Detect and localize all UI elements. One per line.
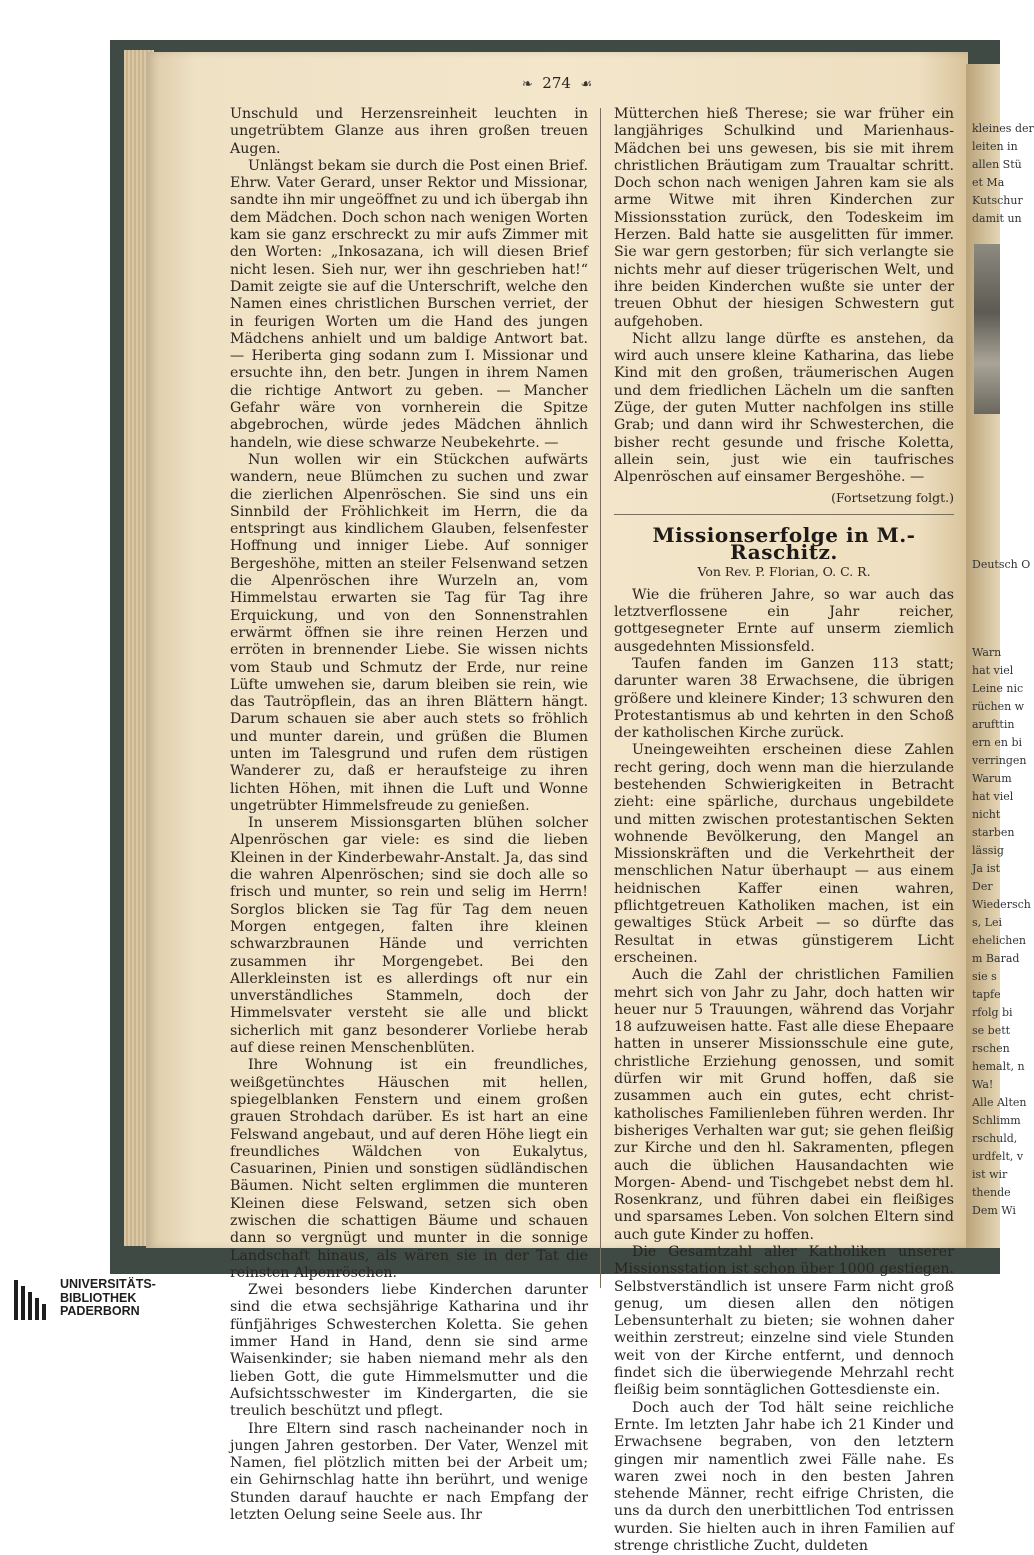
facing-page-text: se bett xyxy=(972,1024,1011,1037)
continuation-note: (Fortsetzung folgt.) xyxy=(831,489,954,505)
facing-page-text: Schlimm xyxy=(972,1114,1021,1127)
facing-page-text: m Barad xyxy=(972,952,1020,965)
facing-page-text: damit un xyxy=(972,212,1022,225)
paragraph: Unschuld und Herzensreinheit leuchten in ungetrübtem Glanze aus ihren großen treuen Augen. xyxy=(230,106,588,157)
article-title: Missionserfolge in M.-Raschitz. xyxy=(652,522,916,565)
facing-page-text: nicht xyxy=(972,808,1001,821)
paragraph: Nicht allzu lange dürfte es anstehen, da wird auch unsere kleine Katharina, das liebe Kind mit den großen, träumerischen Augen und dem friedlichen Lächeln um die sanften Züge, der guten Mutter nachfolgen ins stille Grab; und dann wird ihr Schwesterchen, die bisher recht gesunde und frische Koletta, allein sein, just wie ein taufrisches Alpenröschen auf einsamer Bergeshöhe. — xyxy=(614,330,954,486)
facing-page-text: hat viel xyxy=(972,664,1014,677)
facing-page-text: thende xyxy=(972,1186,1011,1199)
facing-page-text: rschen xyxy=(972,1042,1010,1055)
book-page xyxy=(146,52,968,1555)
facing-page-text: allen Stü xyxy=(972,158,1022,171)
facing-page-text: starben xyxy=(972,826,1015,839)
ornament-left-icon: ❧ xyxy=(521,77,533,92)
facing-page-text: arufttin xyxy=(972,718,1015,731)
facing-page-text: ehelichen xyxy=(972,934,1026,947)
paragraph: Auch die Zahl der christlichen Familien mehrt sich von Jahr zu Jahr, doch hatten wir heuer nur 5 Trauungen, während das Vorjahr 18 aufzuweisen hatte. Fast alle diese Ehepaare hatten in unserer Missionsschule eine gute, christliche Erziehung genossen, und somit dürfen wir mit Grund hoffen, daß sie zusammen auch ein gutes, echt christ-katholisches Familienleben führen werden. Ihr bisheriges Verhalten war gut; sie gehen fleißig zur Kirche und den hl. Sakramenten, pflegen auch die üblichen Hausandachten wie Morgen- Abend- und Tischgebet nebst dem hl. Rosenkranz, und führen dabei ein fleißiges und sparsames Leben. Von solchen Eltern sind auch gute Kinder zu hoffen. xyxy=(614,967,954,1243)
paragraph: In unserem Missionsgarten blühen solcher Alpenröschen gar viele: es sind die lieben Kleinen in der Kinderbewahr-Anstalt. Ja, das sind die wahren Alpenröschen; sind sie doch alle so frisch und munter, so rein und selig im Herrn! Sorglos blicken sie Tag für Tag dem neuen Morgen entgegen, falten ihre kleinen schwarzbraunen Hände und verrichten zusammen ihr Morgengebet. Bei den Allerkleinsten ist es allerdings oft nur ein unverständliches Stammeln, doch der Himmelsvater versteht sie alle und blickt sicherlich mit ganz besonderer Vorliebe herab auf diese reinen Menschenblüten. xyxy=(230,815,588,1057)
facing-page-text: Deutsch O xyxy=(972,558,1031,571)
facing-page-text: s, Lei xyxy=(972,916,1002,929)
facing-page-text: verringen xyxy=(972,754,1027,767)
facing-page-text: Wiedersch xyxy=(972,898,1031,911)
facing-page-text: Wa! xyxy=(972,1078,994,1091)
facing-page-text: rfolg bi xyxy=(972,1006,1013,1019)
facing-page-text: hat viel xyxy=(972,790,1014,803)
library-name-line: BIBLIOTHEK xyxy=(60,1290,137,1305)
facing-page-text: Kutschur xyxy=(972,194,1023,207)
facing-page-text: Warum xyxy=(972,772,1012,785)
facing-page-text: Leine nic xyxy=(972,682,1024,695)
facing-page-text: Warn xyxy=(972,646,1002,659)
facing-page-text: kleines der xyxy=(972,122,1034,135)
facing-page-text: ern en bi xyxy=(972,736,1022,749)
facing-page-text: leiten in xyxy=(972,140,1018,153)
paragraph: Wie die früheren Jahre, so war auch das letztverflossene ein Jahr reicher, gottgesegneter Ernte auf unserm ziemlich ausgedehnten Missionsfeld. xyxy=(614,586,954,655)
facing-page-text: Der xyxy=(972,880,993,893)
column-divider xyxy=(600,108,601,1288)
facing-page-text: rschuld, xyxy=(972,1132,1018,1145)
page-number-value: 274 xyxy=(542,74,571,92)
library-logo-icon xyxy=(14,1280,48,1320)
facing-page-text: rüchen w xyxy=(972,700,1025,713)
facing-page-text: tapfe xyxy=(972,988,1001,1001)
article-byline: Von Rev. P. Florian, O. C. R. xyxy=(697,564,871,580)
facing-page-text: et Ma xyxy=(972,176,1005,189)
paragraph: Mütterchen hieß Therese; sie war früher ein langjähriges Schulkind und Marienhaus-Mädchen bei uns gewesen, bis sie mit ihrem christlichen Bräutigam zum Traualtar schritt. Doch schon nach wenigen Jahren kam sie als arme Witwe mit ihren Kinderchen zur Missionsstation zurück, den Todeskeim im Herzen. Bald hatte sie ausgelitten für immer. Sie war gern gestorben; für sich verlangte sie nichts mehr auf dieser trügerischen Welt, und ihre beiden Kinderchen wußte sie unter der treuen Obhut der hiesigen Schwestern gut aufgehoben. xyxy=(614,106,954,330)
ornament-right-icon: ☙ xyxy=(580,77,593,92)
facing-page-text: Ja ist xyxy=(972,862,1001,875)
facing-page-text: urdfelt, v xyxy=(972,1150,1024,1163)
facing-page-text: hemalt, n xyxy=(972,1060,1025,1073)
section-divider xyxy=(614,514,954,515)
paragraph: Taufen fanden im Ganzen 113 statt; darunter waren 38 Erwachsene, die übrigen größere und kleinere Kinder; 13 schwuren den Protestantismus ab und kehrten in den Schoß der katholischen Kirche zurück. xyxy=(614,655,954,742)
paragraph: Uneingeweihten erscheinen diese Zahlen recht gering, doch wenn man die hierzulande bestehenden Schwierigkeiten in Betracht zieht: eine spärliche, durchaus ungebildete und mitten zwischen protestantischen Sekten wohnende Bevölkerung, den Mangel an Missionskräften und die Verkehrtheit der menschlichen Natur überhaupt — aus einem heidnischen Kaffer einen wahren, pflichtgetreuen Katholiken machen, ist ein gewaltiges Stück Arbeit — so dürfte das Resultat in etwas günstigerem Licht erscheinen. xyxy=(614,742,954,966)
page-number xyxy=(146,74,968,92)
paragraph: Ihre Wohnung ist ein freundliches, weißgetünchtes Häuschen mit hellen, spiegelblanken Fenstern und einem großen grauen Strohdach darüber. Es ist hart an eine Felswand angebaut, und auf deren Höhe liegt ein freundliches Wäldchen von Eukalytus, Casuarinen, Pinien und sonstigen südländischen Bäumen. Nicht selten erglimmen die munteren Kleinen diese Felswand, setzen sich oben zwischen die schattigen Bäume und schauen dann so vergnügt und munter in die sonnige Landschaft hinaus, als wären sie in der Tat die reinsten Alpenröschen. xyxy=(230,1057,588,1281)
facing-page-photo xyxy=(974,244,1000,414)
paragraph: Unlängst bekam sie durch die Post einen Brief. Ehrw. Vater Gerard, unser Rektor und Missionar, sandte ihn mir ungeöffnet zu und ich übergab ihn dem Mädchen. Doch schon nach wenigen Worten kam sie ganz erschreckt zu mir aufs Zimmer mit den Worten: „Inkosazana, ich will diesen Brief nicht lesen. Sieh nur, wer ihn geschrieben hat!“ Damit zeigte sie auf die Unterschrift, welche den Namen eines christlichen Burschen verriet, der in feurigen Worten um die Hand des jungen Mädchens anhielt und um baldige Antwort bat. — Heriberta ging sodann zum I. Missionar und ersuchte ihn, den betr. Jungen in ihrem Namen die richtige Antwort zu geben. — Mancher Gefahr wäre von vornherein die Spitze abgebrochen, würde jedes Mädchen ähnlich handeln, wie diese schwarze Neubekehrte. — xyxy=(230,157,588,451)
facing-page-text: lässig xyxy=(972,844,1004,857)
paragraph: Nun wollen wir ein Stückchen aufwärts wandern, neue Blümchen zu suchen und zwar die zierlichen Alpenröschen. Sie sind uns ein Sinnbild der Fröhlichkeit im Herrn, die da entspringt aus kindlichem Glauben, felsenfester Hoffnung und inniger Liebe. Auf sonniger Bergeshöhe, mitten an steiler Felsenwand setzen die Alpenröschen ihre Wurzeln an, vom Himmelstau erwarten sie Tag für Tag ihre Erquickung, und von den Sonnenstrahlen erwärmt öffnen sie ihre reinen Herzen und erröten in brennender Liebe. Sie wissen nichts vom Staub und Schmutz der Erde, nur reine Lüfte umwehen sie, darum bleiben sie rein, wie das Tautröpflein, das an ihren Blättern hängt. Darum schauen sie aber auch stets so fröhlich und munter darein, und grüßen die Blumen unten im Talesgrund und rufen dem rüstigen Wanderer zu, daß er heraufsteige zu ihren lichten Höhen, mit ihnen die Luft und Wonne ungetrübter Himmelsfreude zu genießen. xyxy=(230,451,588,814)
paragraph: Doch auch der Tod hält seine reichliche Ernte. Im letzten Jahr habe ich 21 Kinder und Erwachsene begraben, von den letztern gingen mir namentlich zwei Fälle nahe. Es waren zwei noch in den besten Jahren stehende Männer, recht eifrige Christen, die uns da durch den unerbittlichen Tod entrissen wurden. Sie hielten auch in ihren Familien auf strenge christliche Zucht, duldeten xyxy=(614,1399,954,1555)
facing-page-text: sie s xyxy=(972,970,997,983)
right-column xyxy=(614,106,954,1555)
paragraph: Zwei besonders liebe Kinderchen darunter sind die etwa sechsjährige Katharina und ihr fünfjähriges Schwesterchen Koletta. Sie gehen immer Hand in Hand, denn sie sind arme Waisenkinder; sie haben niemand mehr als den lieben Gott, die gute Himmelsmutter und die Aufsichtsschwester im Kindergarten, die sie treulich beschützt und pflegt. xyxy=(230,1282,588,1420)
facing-page-text: Alle Alten xyxy=(972,1096,1027,1109)
facing-page-edge xyxy=(966,64,1034,1248)
facing-page-text: Dem Wi xyxy=(972,1204,1016,1217)
paragraph: Ihre Eltern sind rasch nacheinander noch in jungen Jahren gestorben. Der Vater, Wenzel mit Namen, fiel plötzlich mitten bei der Arbeit um; ein Gehirnschlag hatte ihn berührt, und wenige Stunden darauf hauchte er nach Empfang der letzten Oelung seine Seele aus. Ihr xyxy=(230,1420,588,1524)
paragraph: Die Gesamtzahl aller Katholiken unserer Missionsstation ist schon über 1000 gestiegen. Selbstverständlich ist unsere Farm nicht groß genug, um diesen allen den nötigen Lebensunterhalt zu bieten; sie wohnen daher weithin zerstreut; einzelne sind viele Stunden weit von der Kirche entfernt, und dennoch findet sich die überwiegende Mehrzahl recht fleißig beim sonntäglichen Gottesdienste ein. xyxy=(614,1244,954,1399)
left-column xyxy=(230,106,588,1524)
library-name-line: PADERBORN xyxy=(60,1304,140,1318)
library-name-line: UNIVERSITÄTS- xyxy=(60,1277,156,1291)
facing-page-text: ist wir xyxy=(972,1168,1008,1181)
